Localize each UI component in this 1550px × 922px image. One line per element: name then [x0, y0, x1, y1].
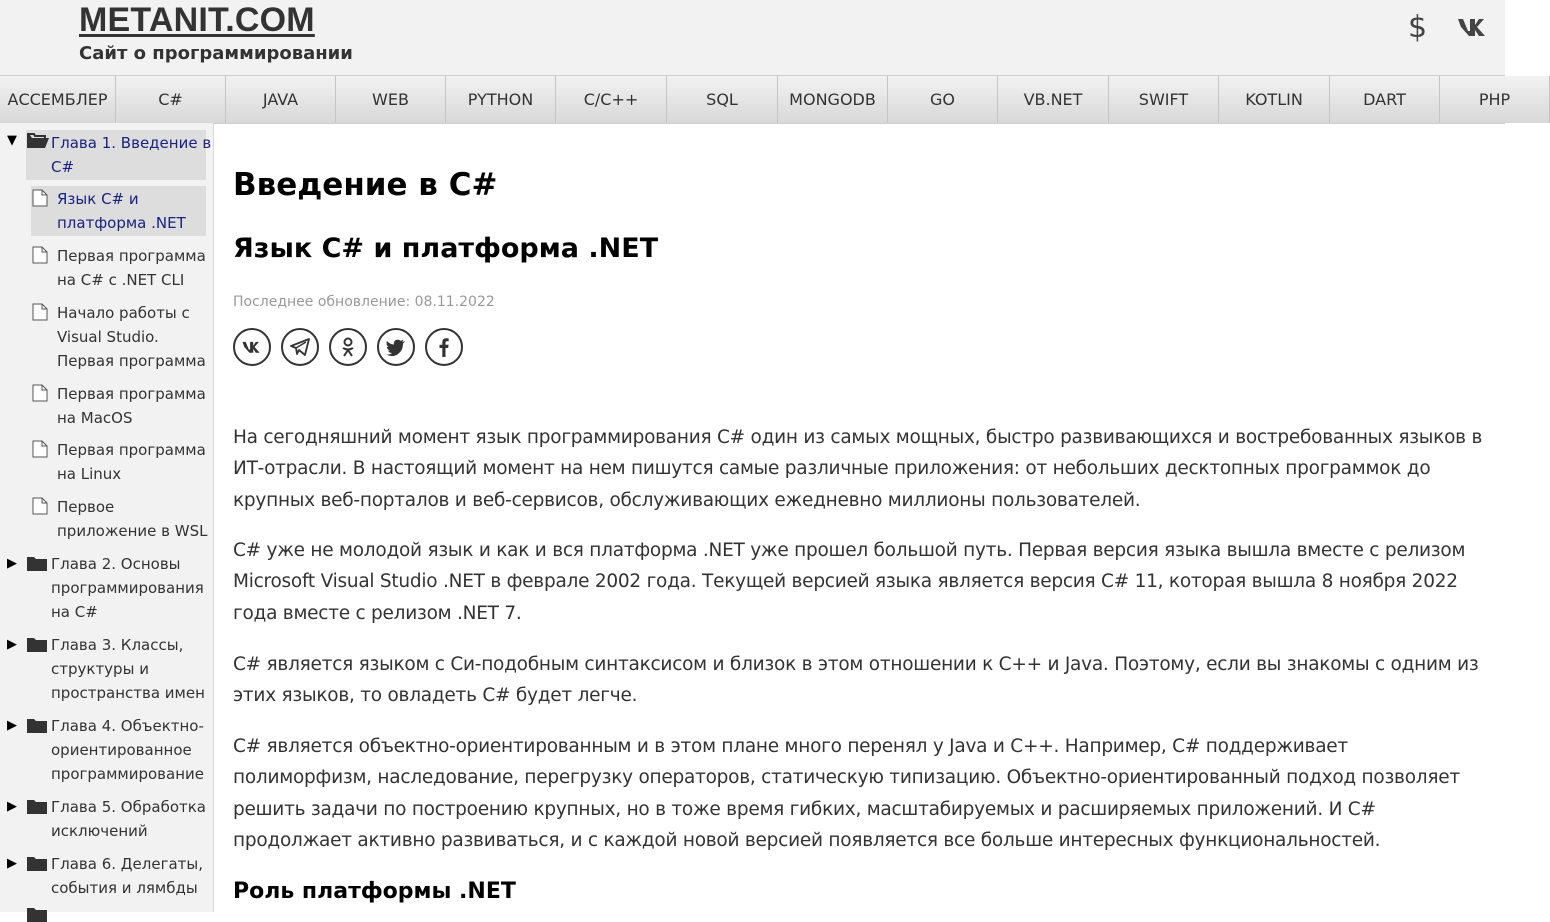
twitter-icon: [386, 339, 406, 355]
chapter-line: ориентированное: [51, 741, 192, 759]
folder-icon: [27, 799, 48, 813]
page-line: Первая программа: [57, 441, 206, 459]
collapsed-arrow-icon[interactable]: ▶: [7, 799, 17, 814]
nav-item-asm[interactable]: АССЕМБЛЕР: [0, 76, 116, 123]
page-icon: [32, 246, 48, 264]
page-line: Начало работы с: [57, 304, 190, 322]
share-odnoklassniki-button[interactable]: [329, 328, 367, 366]
sidebar-chapter-6[interactable]: [51, 852, 203, 900]
chapter-line: события и лямбды: [51, 879, 198, 897]
page-line: Первое: [57, 498, 115, 516]
sidebar-page-visual-studio[interactable]: [57, 301, 206, 373]
vk-share-icon: [241, 340, 263, 354]
chapter-line: программирования: [51, 579, 204, 597]
language-nav: [0, 75, 1511, 124]
collapsed-arrow-icon[interactable]: ▶: [7, 718, 17, 733]
page-icon: [32, 303, 48, 321]
page-icon: [32, 497, 48, 515]
site-header: [0, 0, 1505, 75]
chapter-line: структуры и: [51, 660, 149, 678]
page-line: Первая программа: [57, 352, 206, 370]
share-vk-button[interactable]: [233, 328, 271, 366]
last-updated: Последнее обновление: 08.11.2022: [233, 294, 495, 310]
sidebar-chapter-4[interactable]: [51, 714, 204, 786]
nav-item-php[interactable]: PHP: [1440, 76, 1550, 123]
page-line: Первая программа: [57, 385, 206, 403]
nav-item-web[interactable]: WEB: [336, 76, 446, 123]
expanded-arrow-icon[interactable]: ▼: [7, 133, 17, 148]
chapter-line: Глава 6. Делегаты,: [51, 855, 203, 873]
share-telegram-button[interactable]: [281, 328, 319, 366]
page-icon: [32, 189, 48, 207]
page-icon: [32, 440, 48, 458]
page-line: Первая программа: [57, 247, 206, 265]
page-line: на MacOS: [57, 409, 133, 427]
nav-item-java[interactable]: JAVA: [226, 76, 336, 123]
sidebar-page-language-and-platform[interactable]: [57, 187, 186, 235]
open-folder-icon: [27, 133, 48, 147]
chapter-line: Глава 2. Основы: [51, 555, 181, 573]
sidebar-chapter-3[interactable]: [51, 633, 205, 705]
sidebar-page-wsl[interactable]: [57, 495, 207, 543]
nav-item-mongodb[interactable]: MONGODB: [778, 76, 888, 123]
share-facebook-button[interactable]: [425, 328, 463, 366]
section-heading: Роль платформы .NET: [233, 879, 516, 904]
chapter-line: на C#: [51, 603, 98, 621]
nav-item-sql[interactable]: SQL: [667, 76, 778, 123]
nav-item-cpp[interactable]: C/C++: [556, 76, 667, 123]
sidebar-page-macos[interactable]: [57, 382, 206, 430]
chapter-1-line-1: Глава 1. Введение в: [51, 134, 212, 152]
page-line: на Linux: [57, 465, 122, 483]
folder-icon: [27, 856, 48, 870]
page-line: Visual Studio.: [57, 328, 159, 346]
page-line: платформа .NET: [57, 214, 186, 232]
nav-item-kotlin[interactable]: KOTLIN: [1219, 76, 1330, 123]
nav-item-vbnet[interactable]: VB.NET: [998, 76, 1109, 123]
site-tagline: Сайт о программировании: [79, 43, 353, 64]
facebook-icon: [439, 337, 449, 357]
site-logo[interactable]: METANIT.COM: [79, 1, 315, 39]
sidebar-page-first-program-cli[interactable]: [57, 244, 206, 292]
chapter-1-line-2: C#: [51, 158, 75, 176]
nav-item-swift[interactable]: SWIFT: [1109, 76, 1219, 123]
chapter-line: Глава 5. Обработка: [51, 798, 206, 816]
paragraph-3: C# является языком с Си-подобным синтаксисом и близок в этом отношении к C++ и Java. Поэтому, если вы знакомы с одним из этих языков, то овладеть C# будет легче.: [233, 654, 1479, 707]
vk-icon[interactable]: [1457, 16, 1489, 42]
folder-icon: [27, 718, 48, 732]
page-line: на C# с .NET CLI: [57, 271, 185, 289]
chapter-line: Глава 4. Объектно-: [51, 717, 204, 735]
nav-item-go[interactable]: GO: [888, 76, 998, 123]
sidebar-tree: [0, 123, 214, 912]
page-line: Язык C# и: [57, 190, 139, 208]
collapsed-arrow-icon[interactable]: ▶: [7, 637, 17, 652]
collapsed-arrow-icon[interactable]: ▶: [7, 556, 17, 571]
sidebar-chapter-1[interactable]: [51, 131, 211, 179]
paragraph-2: C# уже не молодой язык и как и вся платформа .NET уже прошел большой путь. Первая версия языка вышла вместе с релизом Microsoft Visual Studio .NET в феврале 2002 года. Текущей версией языка является версия C# 11, которая вышла 8 ноября 2022 года вместе с релизом .NET 7.: [233, 540, 1466, 624]
folder-icon: [27, 637, 48, 651]
donate-icon[interactable]: $: [1408, 10, 1428, 45]
nav-item-python[interactable]: PYTHON: [446, 76, 556, 123]
sidebar-page-linux[interactable]: [57, 438, 206, 486]
folder-icon: [27, 907, 48, 921]
share-twitter-button[interactable]: [377, 328, 415, 366]
chapter-line: Глава 3. Классы,: [51, 636, 184, 654]
nav-item-csharp[interactable]: C#: [116, 76, 226, 123]
chapter-line: программирование: [51, 765, 204, 783]
nav-item-dart[interactable]: DART: [1330, 76, 1440, 123]
paragraph-1: На сегодняшний момент язык программирования C# один из самых мощных, быстро развивающихся и востребованных языков в ИТ-отрасли. В настоящий момент на нем пишутся самые различные приложения: от небольших десктопных программок до крупных веб-порталов и веб-сервисов, обслуживающих ежедневно миллионы пользователей.: [233, 427, 1483, 511]
odnoklassniki-icon: [341, 337, 355, 357]
telegram-icon: [290, 338, 310, 356]
page-title: Введение в C#: [233, 167, 498, 203]
chapter-line: пространства имен: [51, 684, 205, 702]
sidebar-chapter-2[interactable]: [51, 552, 204, 624]
sidebar-chapter-5[interactable]: [51, 795, 206, 843]
chapter-line: исключений: [51, 822, 148, 840]
folder-icon: [27, 556, 48, 570]
article-title: Язык C# и платформа .NET: [233, 233, 659, 264]
page-icon: [32, 384, 48, 402]
paragraph-4: C# является объектно-ориентированным и в этом плане много перенял у Java и C++. Например, C# поддерживает полиморфизм, наследование, перегрузку операторов, статическую типизацию. Объектно-ориентированный подход позволяет решить задачи по построению крупных, но в тоже время гибких, масштабируемых и расширяемых приложений. И C# продолжает активно развиваться, и с каждой новой версией появляется все больше интересных функциональностей.: [233, 736, 1460, 851]
collapsed-arrow-icon[interactable]: ▶: [7, 856, 17, 871]
page-line: приложение в WSL: [57, 522, 208, 540]
